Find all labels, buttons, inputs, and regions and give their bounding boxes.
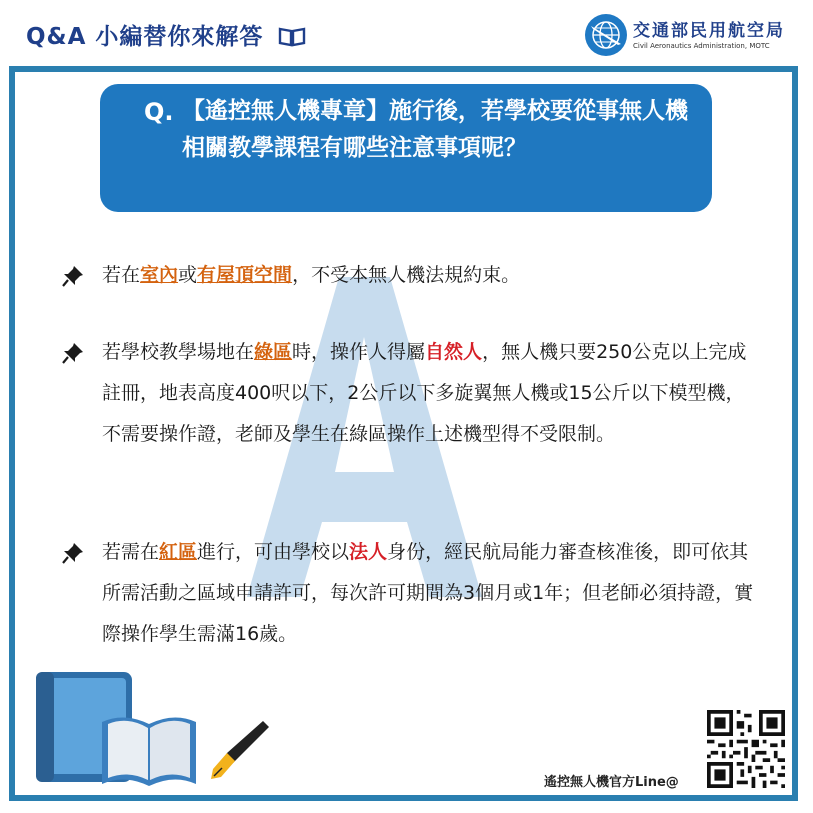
highlight-term: 綠區 [254,341,293,363]
org-name-en: Civil Aeronautics Administration, MOTC [633,42,770,50]
answer-text-run: 若需在 [102,541,160,563]
pushpin-icon [62,342,84,364]
answer-text-run: 若在 [102,264,141,286]
question-text: 【遙控無人機專章】施行後，若學校要從事無人機相關教學課程有哪些注意事項呢？ [182,98,688,161]
answer-text-run: 或 [178,264,198,286]
page-title-text: Q&A 小編替你來解答 [26,24,264,50]
answer-text-1 [102,255,762,296]
question-marker: Q. [144,98,174,126]
answer-text-run: 時，操作人得屬 [292,341,426,363]
answer-text-run: ，無人機只要250公克以上完成註冊，地表高度400呎以下，2公斤以下多旋翼無人機或15公斤以下模型機，不需要操作證，老師及學生在綠區操作上述機型得不受限制。 [102,341,747,445]
pushpin-icon [62,542,84,564]
line-official-label: 遙控無人機官方Line@ [544,775,679,790]
answer-text-3 [102,532,762,655]
answer-text-run: 身份，經民航局能力審查核准後，即可依其所需活動之區域申請許可，每次許可期間為3個月或1年；但老師必須持證，實際操作學生需滿16歲。 [102,541,754,645]
highlight-term: 法人 [349,541,388,563]
highlight-term: 有屋頂空間 [197,264,293,286]
answer-text-run: 進行，可由學校以 [197,541,350,563]
open-book-icon [278,27,306,47]
answer-text-run: ，不受本無人機法規約束。 [292,264,521,286]
answer-text-2 [102,332,762,455]
caa-globe-logo [585,14,627,56]
highlight-term: 紅區 [159,541,198,563]
highlight-term: 自然人 [425,341,483,363]
highlight-term: 室內 [140,264,179,286]
page-title [26,18,306,51]
pushpin-icon [62,265,84,287]
fountain-pen-icon [205,715,273,783]
answer-text-run: 若學校教學場地在 [102,341,255,363]
question-box [100,84,712,212]
org-name-cn: 交通部民用航空局 [633,21,785,41]
qr-code-icon[interactable] [707,710,785,788]
open-book-icon [98,712,200,790]
org-branding [585,14,795,60]
